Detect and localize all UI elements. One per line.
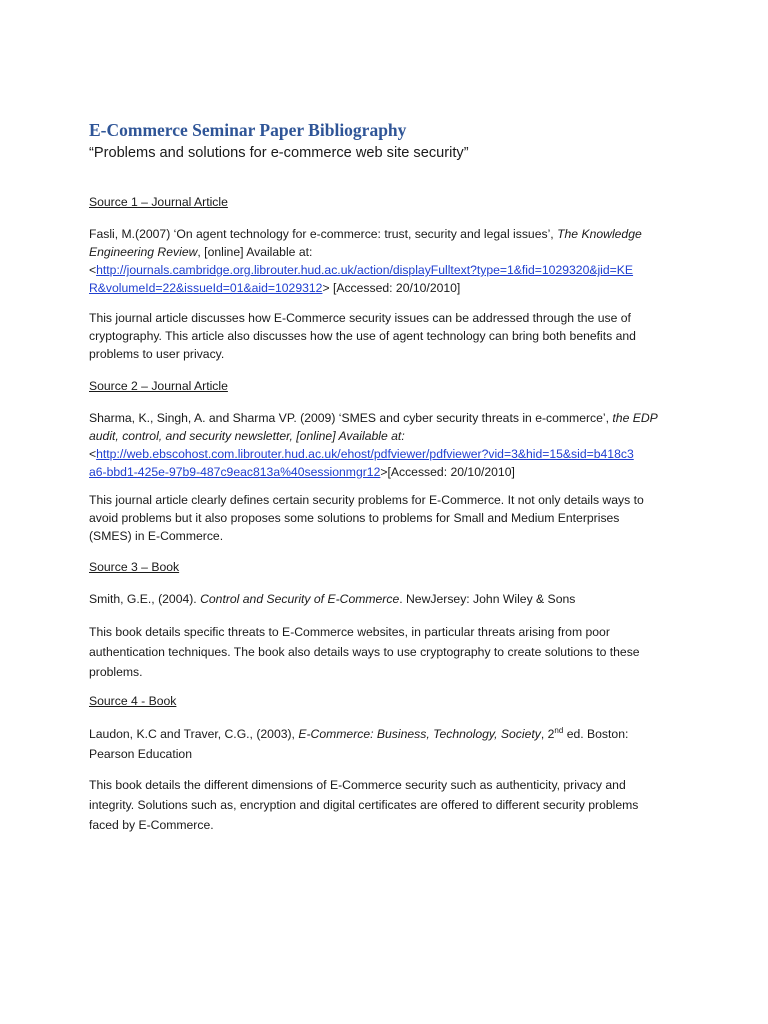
source-2-heading: Source 2 – Journal Article: [89, 379, 228, 393]
document-title: E-Commerce Seminar Paper Bibliography: [89, 120, 407, 140]
source-2-citation: Sharma, K., Singh, A. and Sharma VP. (2009) ‘SMES and cyber security threats in e-commerce’, the EDP audit, control, and security newsletter, [online] Available at: <http://web.ebscohost.com.librouter.hud.ac.uk/ehost/pdfviewer/pdfviewer?vid=3&hid=15&sid=b418c3 a6-bbd1-425e-97b9-487c9eac813a%40sessionmgr12>[Accessed: 20/10/2010]: [89, 411, 658, 479]
source-1-url-link-cont[interactable]: R&volumeId=22&issueId=01&aid=1029312: [89, 281, 323, 295]
source-3-citation: Smith, G.E., (2004). Control and Security of E-Commerce. NewJersey: John Wiley & Sons: [89, 592, 576, 606]
source-1-heading: Source 1 – Journal Article: [89, 195, 228, 209]
source-1-url-link[interactable]: http://journals.cambridge.org.librouter.hud.ac.uk/action/displayFulltext?type=1&fid=1029320&jid=KE: [96, 263, 634, 277]
source-4-citation: Laudon, K.C and Traver, C.G., (2003), E-Commerce: Business, Technology, Society, 2nd ed. Boston: Pearson Education: [89, 726, 629, 761]
source-2-url-link[interactable]: http://web.ebscohost.com.librouter.hud.ac.uk/ehost/pdfviewer/pdfviewer?vid=3&hid=15&sid=b418c3: [96, 447, 634, 461]
source-2-description: This journal article clearly defines certain security problems for E-Commerce. It not only details ways to avoid problems but it also proposes some solutions to problems for Small and Medium Enterprises (SMES) in E-Commerce.: [89, 493, 644, 543]
source-4-description: This book details the different dimensions of E-Commerce security such as authenticity, privacy and integrity. Solutions such as, encryption and digital certificates are offered to different security problems faced by E-Commerce.: [89, 778, 639, 832]
source-1-citation: Fasli, M.(2007) ‘On agent technology for e-commerce: trust, security and legal issues’, The Knowledge Engineering Review, [online] Available at: <http://journals.cambridge.org.librouter.hud.ac.uk/action/displayFulltext?type=1&fid=1029320&jid=KE R&volumeId=22&issueId=01&aid=1029312> [Accessed: 20/10/2010]: [89, 227, 642, 295]
source-2-url-link-cont[interactable]: a6-bbd1-425e-97b9-487c9eac813a%40sessionmgr12: [89, 465, 381, 479]
source-4-heading: Source 4 - Book: [89, 694, 177, 708]
source-3-heading: Source 3 – Book: [89, 560, 180, 574]
source-3-description: This book details specific threats to E-Commerce websites, in particular threats arising from poor authentication techniques. The book also details ways to use cryptography to create solutions to these problems.: [89, 625, 640, 679]
document-subtitle: “Problems and solutions for e-commerce web site security”: [89, 145, 469, 161]
source-1-description: This journal article discusses how E-Commerce security issues can be addressed through the use of cryptography. This article also discusses how the use of agent technology can bring both benefits and problems to user privacy.: [89, 311, 636, 361]
